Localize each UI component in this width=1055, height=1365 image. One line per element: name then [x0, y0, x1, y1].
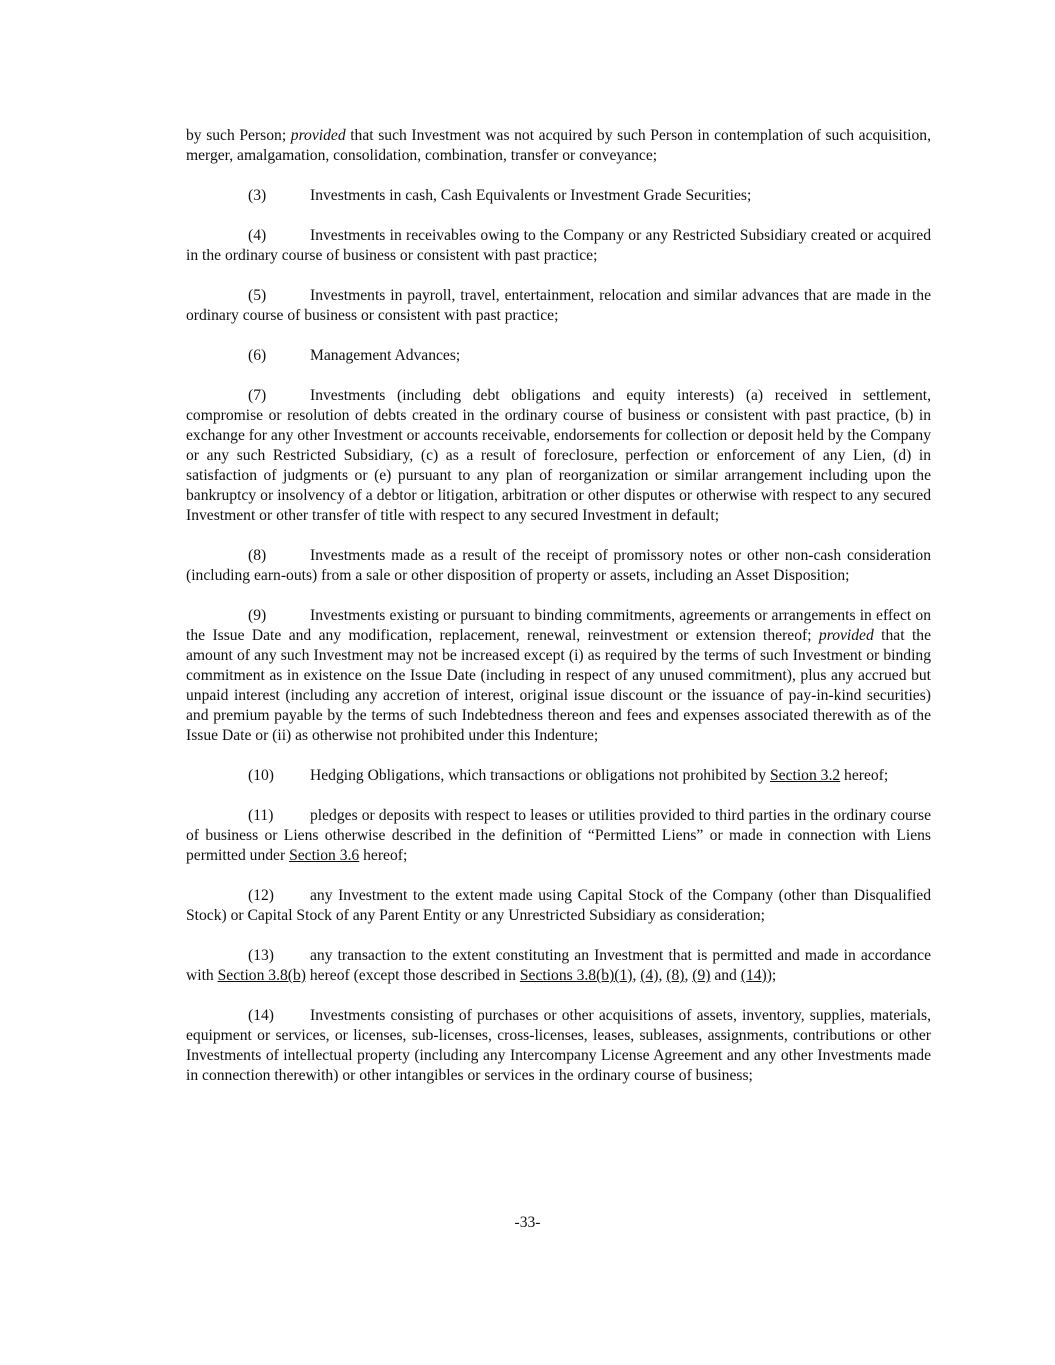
clause-10: (10) Hedging Obligations, which transactions or obligations not prohibited by Section 3.2 hereof; [248, 767, 889, 784]
clause-9: (9) Investments existing or pursuant to binding commitments, agreements or arrangements in effect on the Issue Date and any modification, replacement, renewal, reinvestment or extension thereof; provided that the amount of any such Investment may not be increased except (i) as required by the terms of such Investment or binding commitment as in existence on the Issue Date (including in respect of any unused commitment), plus any accrued but unpaid interest (including any accretion of interest, original issue discount or the issuance of pay-in-kind securities) and premium payable by the terms of such Indebtedness thereon and fees and expenses associated therewith as of the Issue Date or (ii) as otherwise not prohibited under this Indenture; [186, 607, 931, 744]
clause-number: (14) [248, 1007, 274, 1024]
section-3-8b4-link[interactable]: (4) [640, 967, 659, 984]
clause-text: any Investment to the extent made using Capital Stock of the Company (other than Disqualified Stock) or Capital Stock of any Parent Entity or any Unrestricted Subsidiary as consideration; [186, 887, 931, 924]
section-3-8b9-link[interactable]: (9) [692, 967, 711, 984]
intro-paragraph: by such Person; provided that such Investment was not acquired by such Person in contemplation of such acquisition, merger, amalgamation, consolidation, combination, transfer or conveyance; [186, 127, 931, 164]
clause-number: (11) [248, 807, 274, 824]
clause-number: (4) [248, 227, 267, 244]
clause-number: (3) [248, 187, 267, 204]
clause-number: (6) [248, 347, 267, 364]
clause-3 [186, 186, 931, 206]
clause-number: (7) [248, 387, 267, 404]
page-number: -33- [514, 1214, 541, 1231]
clause-5 [186, 286, 931, 326]
section-3-8b14-link[interactable]: (14) [740, 967, 767, 984]
clause-text: Investments consisting of purchases or other acquisitions of assets, inventory, supplies, materials, equipment or services, or licenses, sub-licenses, cross-licenses, leases, subleases, assignments, contributions or other Investments of intellectual property (including any Intercompany License Agreement and any other Investments made in connection therewith) or other intangibles or services in the ordinary course of business; [186, 1007, 931, 1084]
clause-14 [186, 1006, 931, 1086]
document-body [186, 126, 931, 1106]
clause-13: (13) any transaction to the extent constituting an Investment that is permitted and made in accordance with Section 3.8(b) hereof (except those described in Sections 3.8(b)(1), (4), (8), (9) and (14)); [186, 947, 931, 984]
clause-8 [186, 546, 931, 586]
clause-11: (11) pledges or deposits with respect to leases or utilities provided to third parties in the ordinary course of business or Liens otherwise described in the definition of “Permitted Liens” or made in connection with Liens permitted under Section 3.6 hereof; [186, 807, 931, 864]
section-3-6-link[interactable]: Section 3.6 [289, 847, 360, 864]
clause-6 [186, 346, 931, 366]
provided-emphasis: provided [290, 127, 346, 144]
clause-text: Investments in receivables owing to the Company or any Restricted Subsidiary created or acquired in the ordinary course of business or consistent with past practice; [186, 227, 931, 264]
clause-number: (9) [248, 607, 267, 624]
section-3-8b8-link[interactable]: (8) [666, 967, 685, 984]
clause-text: Investments in cash, Cash Equivalents or Investment Grade Securities; [310, 187, 752, 204]
clause-number: (12) [248, 887, 274, 904]
section-3-8b-link[interactable]: Section 3.8(b) [217, 967, 306, 984]
clause-number: (8) [248, 547, 267, 564]
clause-12 [186, 886, 931, 926]
clause-4 [186, 226, 931, 266]
provided-emphasis: provided [818, 627, 874, 644]
clause-number: (10) [248, 767, 274, 784]
clause-text: Investments in payroll, travel, entertainment, relocation and similar advances that are made in the ordinary course of business or consistent with past practice; [186, 287, 931, 324]
clause-text: Investments (including debt obligations and equity interests) (a) received in settlement, compromise or resolution of debts created in the ordinary course of business or consistent with past practice, (b) in exchange for any other Investment or accounts receivable, endorsements for collection or deposit held by the Company or any such Restricted Subsidiary, (c) as a result of foreclosure, perfection or enforcement of any Lien, (d) in satisfaction of judgments or (e) pursuant to any plan of reorganization or similar arrangement including upon the bankruptcy or insolvency of a debtor or litigation, arbitration or other disputes or otherwise with respect to any secured Investment or other transfer of title with respect to any secured Investment in default; [186, 387, 931, 524]
section-3-2-link[interactable]: Section 3.2 [769, 767, 841, 784]
clause-number: (5) [248, 287, 267, 304]
clause-7 [186, 386, 931, 526]
section-3-8b1-link[interactable]: Sections 3.8(b)(1) [519, 967, 633, 984]
clause-text: Investments made as a result of the receipt of promissory notes or other non-cash consideration (including earn-outs) from a sale or other disposition of property or assets, including an Asset Disposition; [186, 547, 931, 584]
clause-number: (13) [248, 947, 274, 964]
clause-text: Management Advances; [310, 347, 461, 364]
